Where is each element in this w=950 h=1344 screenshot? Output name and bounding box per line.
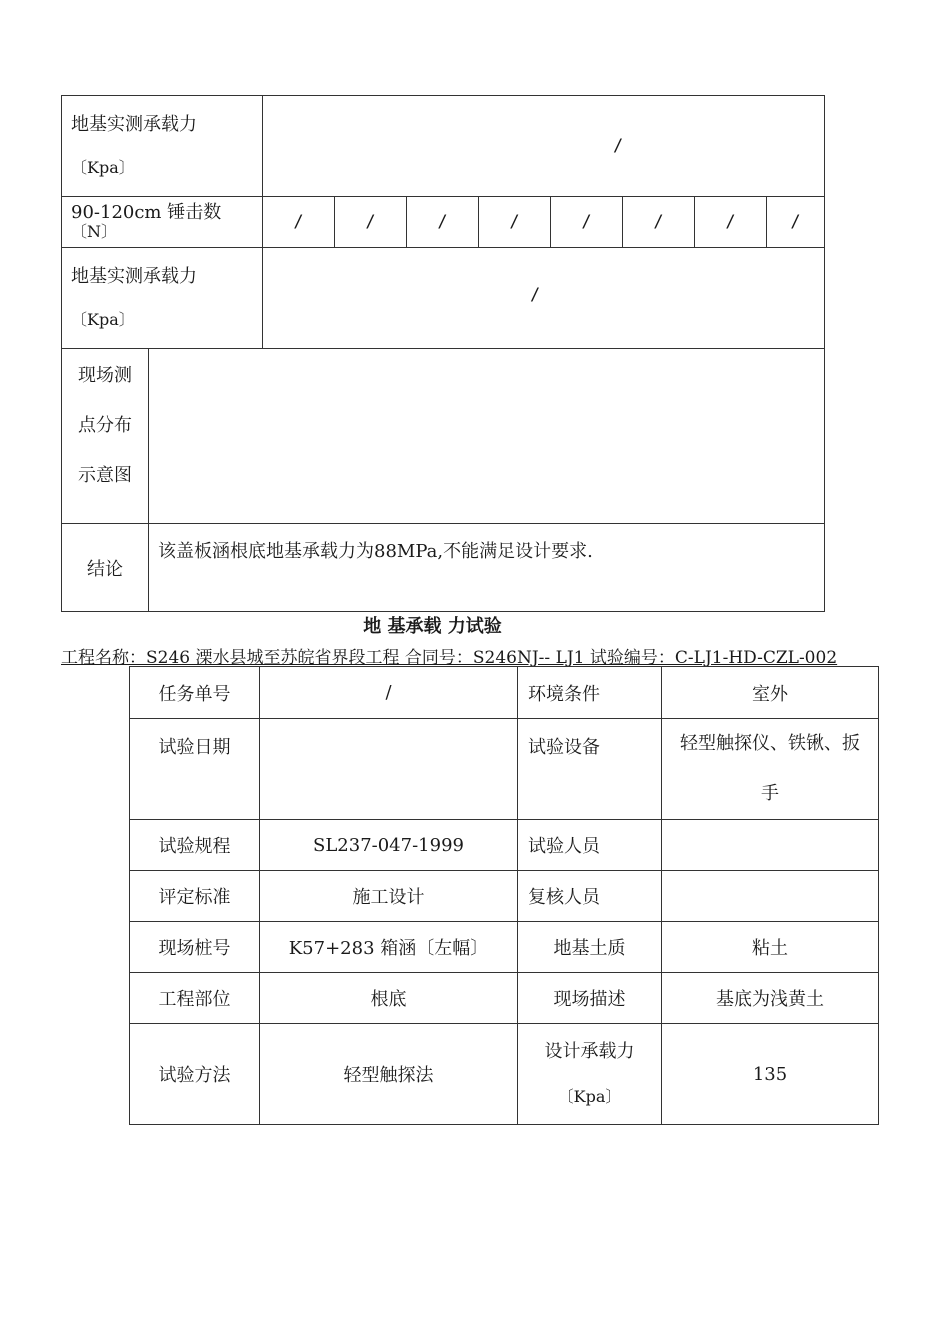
table-row	[62, 248, 825, 349]
blows-label: 90-120cm 锤击数	[71, 202, 222, 224]
field-label: 任务单号	[130, 667, 260, 719]
field-value: 室外	[662, 667, 879, 719]
table-row	[62, 96, 825, 197]
bearing-value-cell	[263, 96, 825, 197]
blows-label-cell	[62, 197, 263, 248]
field-label: 试验规程	[130, 820, 260, 871]
blows-value: /	[479, 197, 551, 248]
field-value	[662, 820, 879, 871]
field-label: 工程部位	[130, 973, 260, 1024]
bearing-value: /	[530, 285, 541, 305]
blows-unit: 〔N〕	[71, 222, 118, 242]
field-value	[260, 719, 518, 820]
field-label: 评定标准	[130, 871, 260, 922]
table-row	[130, 922, 879, 973]
blows-value: /	[335, 197, 407, 248]
field-value: 粘土	[662, 922, 879, 973]
table-row	[130, 871, 879, 922]
diagram-label: 示意图	[78, 465, 132, 486]
blows-value: /	[263, 197, 335, 248]
bearing-label: 地基实测承载力	[71, 113, 197, 135]
field-label: 复核人员	[518, 871, 662, 922]
field-label: 试验日期	[130, 719, 260, 820]
blows-value: /	[407, 197, 479, 248]
diagram-label: 点分布	[78, 415, 132, 436]
conclusion-label: 结论	[62, 524, 149, 612]
field-label: 试验人员	[518, 820, 662, 871]
conclusion-text: 该盖板涵根底地基承载力为88MPa,不能满足设计要求.	[149, 524, 825, 612]
field-label: 试验设备	[518, 719, 662, 820]
equipment-cell	[662, 719, 879, 820]
diagram-label: 现场测	[78, 365, 132, 386]
field-value: SL237-047-1999	[260, 820, 518, 871]
table-row	[130, 820, 879, 871]
field-value: 根底	[260, 973, 518, 1024]
table-row	[62, 524, 825, 612]
field-label: 环境条件	[518, 667, 662, 719]
field-label: 试验方法	[130, 1024, 260, 1125]
field-value: 轻型触探法	[260, 1024, 518, 1125]
blows-value: /	[551, 197, 623, 248]
page-title: 地 基承载 力试验	[363, 616, 502, 637]
field-label: 现场桩号	[130, 922, 260, 973]
field-value: 135	[662, 1024, 879, 1125]
field-label: 设计承载力	[544, 1041, 635, 1062]
diagram-label-cell	[62, 349, 149, 524]
field-value: /	[260, 667, 518, 719]
table-row	[130, 973, 879, 1024]
bearing-label-cell	[62, 248, 263, 349]
bearing-unit: 〔Kpa〕	[71, 310, 135, 330]
test-info-table	[129, 666, 879, 1125]
bearing-unit: 〔Kpa〕	[71, 158, 135, 178]
field-value: 轻型触探仪、铁锹、扳	[680, 733, 860, 754]
field-value: K57+283 箱涵〔左幅〕	[260, 922, 518, 973]
field-value: 基底为浅黄土	[662, 973, 879, 1024]
bearing-label: 地基实测承载力	[71, 265, 197, 287]
design-capacity-cell	[518, 1024, 662, 1125]
table-row	[62, 197, 825, 248]
field-value: 施工设计	[260, 871, 518, 922]
field-label: 地基土质	[518, 922, 662, 973]
field-value	[662, 871, 879, 922]
field-label: 现场描述	[518, 973, 662, 1024]
field-label: 〔Kpa〕	[557, 1087, 622, 1106]
bearing-value: /	[613, 136, 624, 156]
field-value: 手	[761, 783, 779, 804]
diagram-area	[149, 349, 825, 524]
table-row	[130, 667, 879, 719]
bearing-label-cell	[62, 96, 263, 197]
blows-value: /	[695, 197, 767, 248]
bearing-results-table	[61, 95, 825, 612]
table-row	[130, 719, 879, 820]
bearing-value-cell	[263, 248, 825, 349]
blows-value: /	[623, 197, 695, 248]
table-row	[130, 1024, 879, 1125]
table-row	[62, 349, 825, 524]
project-info-line: 工程名称：S246 溧水县城至苏皖省界段工程 合同号：S246NJ-- LJ1 试验编号：C-LJ1-HD-CZL-002	[61, 648, 838, 668]
blows-value: /	[767, 197, 825, 248]
